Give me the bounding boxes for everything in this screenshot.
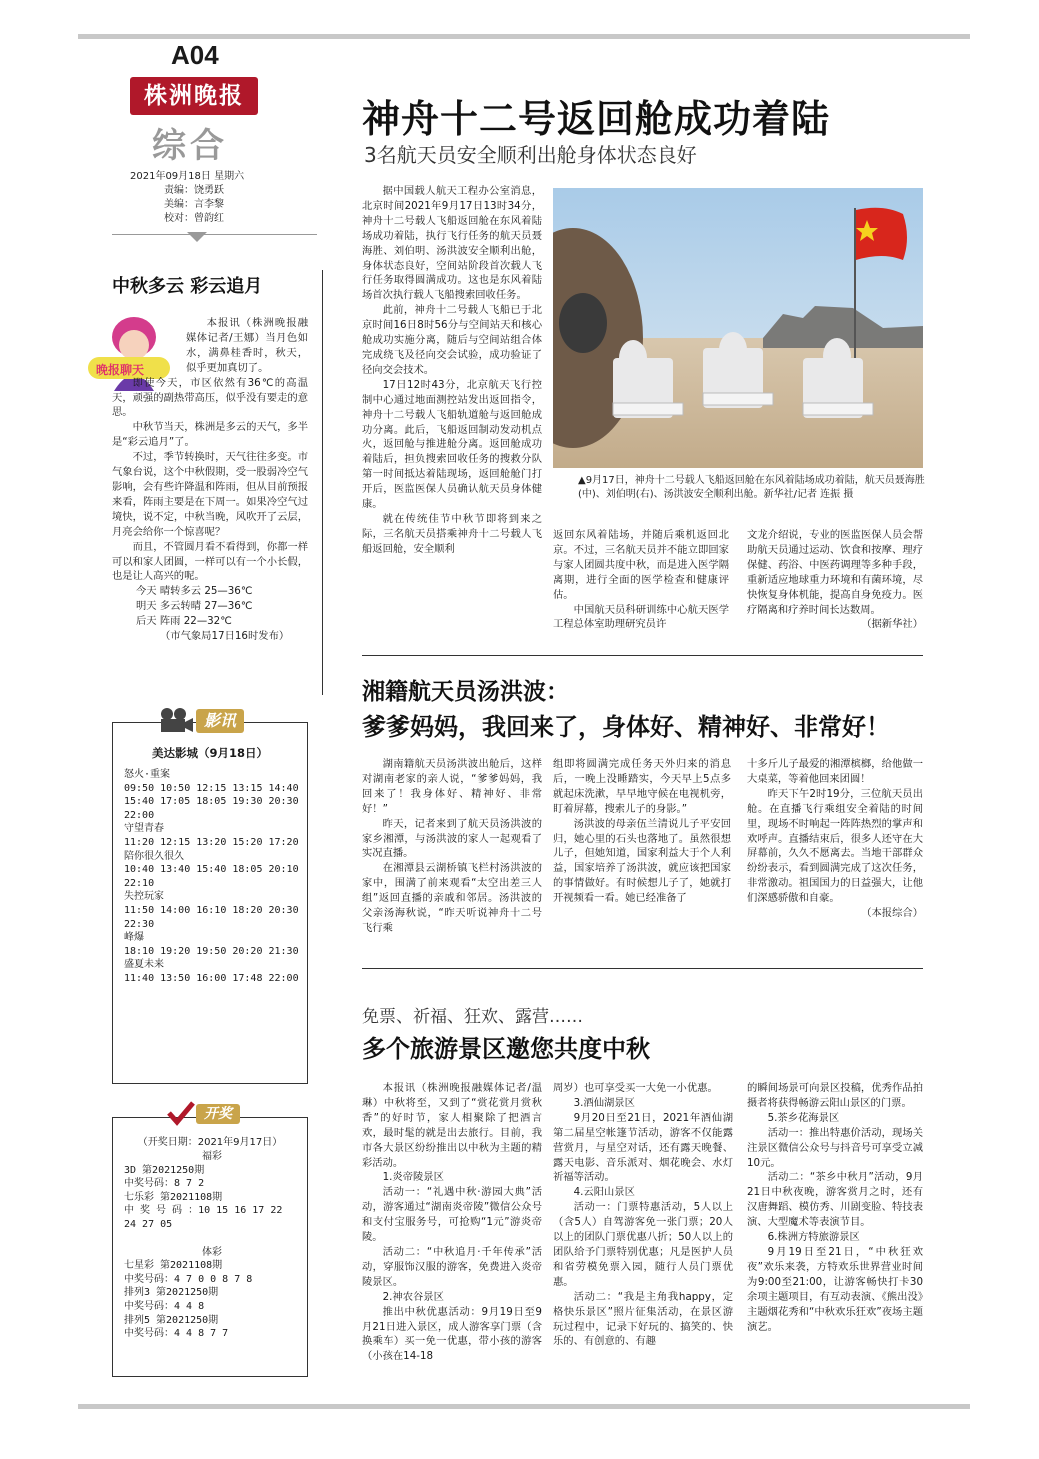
lottery-line: 排列5 第2021250期 — [124, 1314, 219, 1326]
story3-paragraph: 9月19日至21日，“中秋狂欢夜”欢乐来袭，方特欢乐世界营业时间为9:00至21:00，让游客畅快打卡30余项主题项目，有互动表演、《熊出没》主题烟花秀和“中秋欢乐狂欢”夜场主题演艺。 — [747, 1245, 923, 1333]
story3-col-2 — [553, 1081, 733, 1349]
story3-paragraph: 5.茶乡花海景区 — [767, 1111, 840, 1124]
story3-paragraph: 活动一：“礼遇中秋·游园大典”活动，游客通过“湖南炎帝陵”微信公众号和支付宝服务号，可抢购“1元”游炎帝陵。 — [362, 1186, 542, 1244]
story2-headline-1: 湘籍航天员汤洪波： — [362, 679, 569, 705]
sports-title: 体彩 — [202, 1246, 222, 1258]
welfare-title: 福彩 — [202, 1151, 222, 1162]
story3-paragraph: 活动二：“中秋追月·千年传承”活动，穿服饰汉服的游客，免费进入炎帝陵景区。 — [362, 1245, 542, 1288]
lead-paragraph: 文龙介绍说，专业的医监医保人员会帮助航天员通过运动、饮食和按摩、理疗保健、药浴、中医药调理等多种手段，重新适应地球重力环境和有菌环境，尽快恢复身体机能，提高自身免疫力。医疗隔离和疗养时间长达数周。 — [747, 529, 923, 616]
weather-title: 中秋多云 彩云追月 — [112, 276, 263, 297]
story-separator — [362, 655, 923, 656]
movie-title: 峰爆 — [124, 932, 144, 944]
story3-paragraph: 推出中秋优惠活动：9月19日至9月21日进入景区，成人游客享门票（含换乘车）买一免一优惠，带小孩的游客（小孩在14-18 — [362, 1305, 542, 1363]
lottery-line: 排列3 第2021250期 — [124, 1287, 219, 1299]
story2-paragraph: 湖南籍航天员汤洪波出舱后，这样对湖南老家的亲人说，“爹爹妈妈，我回来了！我身体好、精神好、非常好！” — [362, 758, 542, 815]
lottery-line: 3D 第2021250期 — [124, 1164, 205, 1176]
bottom-rule — [78, 1404, 970, 1409]
movie-times: 18:10 19:20 19:50 20:20 21:30 — [124, 945, 299, 957]
story-separator — [362, 968, 923, 969]
movie-title: 失控玩家 — [124, 891, 164, 903]
top-rule — [78, 34, 970, 39]
lottery-date: （开奖日期：2021年9月17日） — [137, 1137, 283, 1148]
story3-paragraph: 6.株洲方特旅游景区 — [767, 1231, 860, 1244]
lead-paragraph: 17日12时43分，北京航天飞行控制中心通过地面测控站发出返回指令，神舟十二号载人飞船轨道舱与返回舱成功分离。此后，飞船返回制动发动机点火，返回舱与推进舱分离。返回舱成功着陆后，担负搜索回收任务的搜救分队第一时间抵达着陆现场，返回舱舱门打开后，医监医保人员确认航天员身体健康。 — [362, 378, 542, 511]
movie-times: 11:40 13:50 16:00 17:48 22:00 — [124, 972, 299, 984]
story3-paragraph: 活动一：推出特惠价活动，现场关注景区微信公众号与抖音号可享受立减10元。 — [747, 1126, 923, 1169]
landing-photo — [553, 188, 923, 468]
story2-col-3 — [747, 757, 923, 921]
lead-paragraph: 就在传统佳节中秋节即将到来之际，三名航天员搭乘神舟十二号载人飞船返回舱，安全顺利 — [362, 512, 542, 555]
story2-headline-2: 爹爹妈妈，我回来了，身体好、精神好、非常好！ — [362, 713, 890, 741]
lead-subhead: 3名航天员安全顺利出舱身体状态良好 — [364, 143, 697, 167]
movie-times: 11:20 12:15 13:20 15:20 17:20 — [124, 836, 299, 848]
lottery-line: 七乐彩 第2021108期 — [124, 1191, 223, 1203]
lead-col-1 — [362, 184, 542, 557]
movie-title: 怒火·重案 — [124, 769, 171, 780]
story2-paragraph: 十多斤儿子最爱的湘潭槟榔，给他做一大桌菜，等着他回来团圆！ — [747, 758, 923, 785]
lead-col-3 — [747, 528, 923, 632]
designer-line: 美编：言李黎 — [164, 199, 224, 210]
story2-paragraph: 昨天下午2时19分，三位航天员出舱。在直播飞行乘组安全着陆的时间里，现场不时响起一阵阵热烈的掌声和欢呼声。直播结束后，很多人还守在大屏幕前，久久不愿离去。当地干部群众纷纷表示，看到圆满完成了这次任务，非常激动。祖国国力的日益强大，让他们深感骄傲和自豪。 — [747, 787, 923, 905]
story3-paragraph: 活动二：“茶乡中秋月”活动，9月21日中秋夜晚，游客赏月之时，还有汉唐舞蹈、模仿秀、川剧变脸、特技表演、大型魔术等表演节目。 — [747, 1171, 923, 1229]
story3-paragraph: 1.炎帝陵景区 — [382, 1171, 444, 1184]
checkmark-icon — [166, 1100, 196, 1126]
lottery-line: 中奖号码：4 4 8 7 7 — [124, 1328, 229, 1340]
story2-paragraph: 组即将圆满完成任务天外归来的消息后，一晚上没睡踏实，今天早上5点多就起床洗漱，早早地守候在电视机旁，盯着屏幕，搜索儿子的身影。” — [553, 758, 731, 815]
proofreader-line: 校对：曾韵红 — [164, 213, 224, 224]
story3-paragraph: 活动二：“我是主角我happy，定格快乐景区”照片征集活动，在景区游玩过程中，记录下好玩的、搞笑的、快乐的、有创意的、有趣 — [553, 1290, 733, 1348]
film-camera-icon — [158, 707, 194, 733]
forecast-tomorrow: 明天 多云转晴 27—36℃ — [136, 600, 253, 613]
story3-paragraph: 3.酒仙湖景区 — [573, 1096, 635, 1109]
weather-column-rule — [322, 270, 323, 695]
weather-paragraph: 本报讯（株洲晚报融媒体记者/王娜）当月色如水，满鼻桂香时，秋天，似乎更加真切了。 — [186, 317, 308, 374]
lead-headline: 神舟十二号返回舱成功着陆 — [362, 97, 831, 141]
forecast-after: 后天 阵雨 22—32℃ — [136, 615, 232, 628]
edition-info — [130, 170, 270, 226]
lead-paragraph: 据中国载人航天工程办公室消息，北京时间2021年9月17日13时34分，神舟十二号载人飞船返回舱在东风着陆场成功着陆，执行飞行任务的航天员聂海胜、刘伯明、汤洪波安全顺利出舱，身体状态良好，空间站阶段首次载人飞行任务取得圆满成功。这也是东风着陆场首次执行载人飞船搜索回收任务。 — [362, 185, 542, 302]
weather-article — [112, 316, 308, 644]
story3-paragraph: 2.神农谷景区 — [382, 1290, 444, 1303]
lottery-line: 中奖号码：4 7 0 0 8 7 8 — [124, 1273, 253, 1285]
lead-paragraph: 中国航天员科研训练中心航天医学工程总体室助理研究员许 — [553, 603, 729, 631]
lottery-line: 中 奖 号 码 ：10 15 16 17 22 24 27 05 — [124, 1205, 283, 1230]
lottery-line: 七星彩 第2021108期 — [124, 1260, 223, 1272]
story3-headline: 多个旅游景区邀您共度中秋 — [362, 1035, 650, 1063]
lottery-line: 中奖号码：4 4 8 — [124, 1300, 205, 1312]
chevron-down-icon — [187, 232, 207, 242]
movie-title: 盛夏未来 — [124, 959, 164, 971]
story3-kicker: 免票、祈福、狂欢、露营…… — [362, 1007, 583, 1027]
lottery-tag: 开奖 — [196, 1104, 240, 1124]
story3-paragraph: 的瞬间场景可向景区投稿，优秀作品拍摄者将获得畅游云阳山景区的门票。 — [747, 1082, 923, 1109]
story3-col-1 — [362, 1081, 542, 1364]
story2-paragraph: 昨天，记者来到了航天员汤洪波的家乡湘潭，与汤洪波的家人一起观看了实况直播。 — [362, 817, 542, 860]
lead-paragraph: 返回东风着陆场，并随后乘机返回北京。不过，三名航天员并不能立即回家与家人团圆共度中秋，而是进入医学隔离期，进行全面的医学检查和健康评估。 — [553, 529, 729, 601]
lead-col-2 — [553, 528, 729, 632]
story3-paragraph: 9月20日至21日，2021年酒仙湖第二届星空帐篷节活动，游客不仅能露营赏月，与星空对话，还有露天晚餐、露天电影、音乐派对、烟花晚会、水灯祈福等活动。 — [553, 1111, 733, 1184]
cinema-name: 美达影城（9月18日） — [151, 746, 268, 760]
story3-col-3 — [747, 1081, 923, 1334]
story2-col-1 — [362, 757, 542, 936]
movie-list — [124, 768, 300, 986]
weather-paragraph: 即使今天，市区依然有36℃的高温天，顽强的副热带高压，似乎没有要走的意思。 — [112, 376, 308, 419]
forecast-today: 今天 晴转多云 25—36℃ — [136, 585, 253, 598]
story2-col-2 — [553, 757, 731, 906]
story3-paragraph: 4.云阳山景区 — [573, 1186, 635, 1199]
story2-paragraph: 在湘潭县云湖桥镇飞栏村汤洪波的家中，围满了前来观看“太空出差三人组”返回直播的亲戚和邻居。汤洪波的父亲汤海秋说，“昨天听说神舟十二号飞行乘 — [362, 862, 542, 934]
weather-source: （市气象局17日16时发布） — [160, 630, 290, 643]
weather-paragraph: 而且，不管圆月看不看得到，你都一样可以和家人团圆，一样可以有一个小长假，也是让人高兴的呢。 — [112, 540, 308, 583]
story3-paragraph: 周岁）也可享受买一大免一小优惠。 — [553, 1082, 718, 1094]
movie-times: 10:40 13:40 15:40 18:05 20:10 22:10 — [124, 864, 299, 889]
lead-paragraph: 此前，神舟十二号载人飞船已于北京时间16日8时56分与空间站天和核心舱成功实施分离，随后与空间站组合体完成绕飞及径向交会试验，成功验证了径向交会技术。 — [362, 304, 542, 376]
movie-times: 09:50 10:50 12:15 13:15 14:40 15:40 17:05 18:05 19:30 20:30 22:00 — [124, 782, 299, 821]
weather-paragraph: 中秋节当天，株洲是多云的天气，多半是“彩云追月”了。 — [112, 421, 308, 449]
weather-paragraph: 不过，季节转换时，天气往往多变。市气象台说，这个中秋假期，受一股弱冷空气影响，会有些许降温和阵雨，但从目前预报来看，阵雨主要是在下周一。如果冷空气过境快，说不定，中秋当晚，风吹开了云层，月亮会给你一个惊喜呢？ — [112, 451, 308, 538]
page-number: A04 — [171, 40, 219, 70]
editor-line: 责编：饶勇跃 — [164, 185, 224, 196]
story3-paragraph: 活动一：门票特惠活动，5人以上（含5人）自驾游客免一张门票；20人以上的团队门票优惠八折；50人以上的团队给予门票特别优惠；凡是医护人员和省劳模免票入园，随行人员门票优惠。 — [553, 1201, 733, 1288]
section-title: 综合 — [152, 126, 228, 166]
lead-credit: （据新华社） — [861, 618, 923, 631]
masthead-divider — [112, 234, 317, 235]
column-badge: 晚报聊天 — [96, 363, 145, 377]
story2-credit: （本报综合） — [861, 907, 923, 920]
movie-times: 11:50 14:00 16:10 18:20 20:30 22:30 — [124, 904, 299, 930]
photo-caption: ▲9月17日，神舟十二号载人飞船返回舱在东风着陆场成功着陆，航天员聂海胜(中)、刘伯明(右)、汤洪波安全顺利出舱。新华社/记者 连振 摄 — [578, 475, 925, 500]
date-line: 2021年09月18日 星期六 — [130, 171, 245, 182]
movies-tag: 影讯 — [196, 709, 244, 733]
lottery-results — [124, 1150, 300, 1341]
newspaper-logo: 株洲晚报 — [130, 77, 258, 115]
story3-paragraph: 本报讯（株洲晚报融媒体记者/温琳）中秋将至，又到了“赏花赏月赏秋香”的好时节，家人相聚除了把酒言欢，最时髦的就是出去旅行。目前，我市各大景区纷纷推出以中秋为主题的精彩活动。 — [362, 1082, 542, 1169]
movie-title: 守望青春 — [124, 823, 164, 835]
story2-paragraph: 汤洪波的母亲伍兰清说儿子平安回归，她心里的石头也落地了。虽然很想儿子，但她知道，国家利益大于个人利益，国家培养了汤洪波，就应该把国家的事情做好。有时候想儿子了，她就打开视频看一看。她已经准备了 — [553, 817, 731, 905]
lottery-line: 中奖号码：8 7 2 — [124, 1178, 205, 1190]
movie-title: 陪你很久很久 — [124, 850, 184, 862]
